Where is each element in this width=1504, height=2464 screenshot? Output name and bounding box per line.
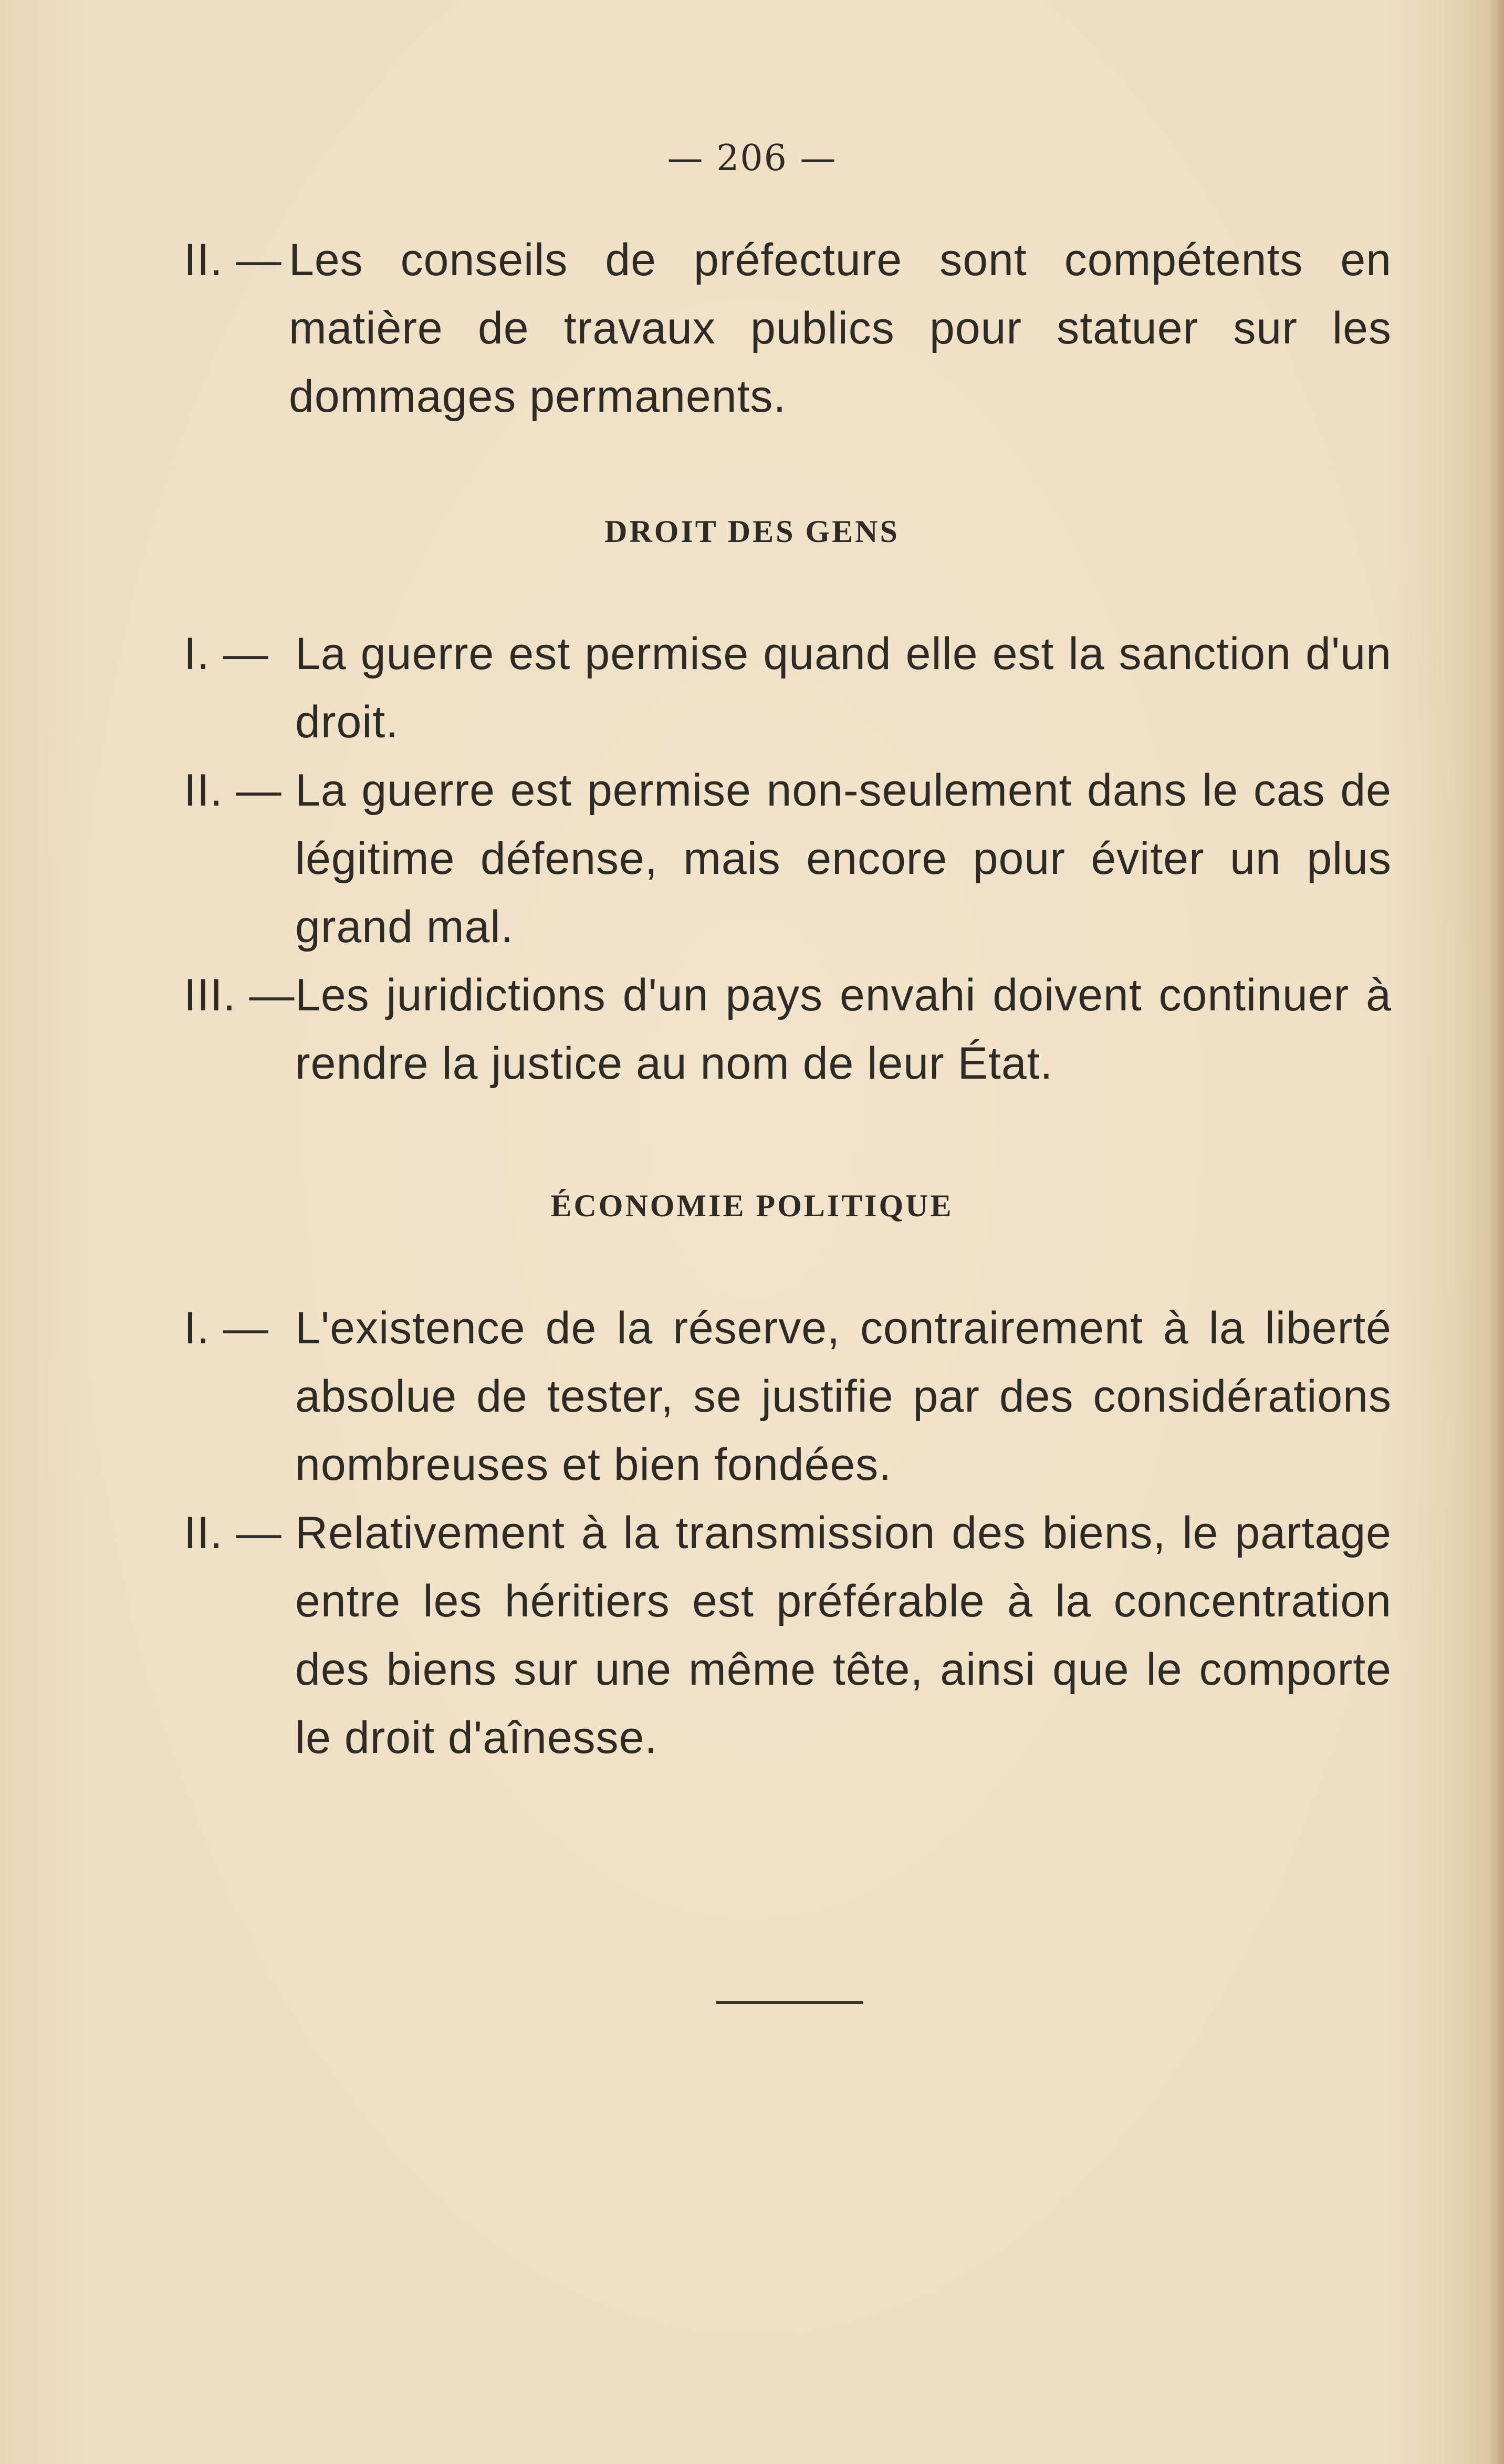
item-text: La guerre est permise quand elle est la sanction d'un droit.	[295, 629, 1392, 747]
item-text: La guerre est permise non-seulement dans le cas de légitime défense, mais encore pour éviter un plus grand mal.	[295, 765, 1392, 952]
list-item	[184, 1294, 1392, 1499]
page-edge-shadow	[1489, 0, 1504, 2464]
list-item	[184, 961, 1392, 1098]
list-item	[184, 756, 1392, 961]
list-item	[184, 226, 1392, 431]
list-item	[184, 620, 1392, 756]
list-item	[184, 1499, 1392, 1772]
page-number: — 206 —	[667, 138, 837, 179]
item-number: II. —	[184, 1508, 282, 1558]
end-rule	[716, 2001, 863, 2004]
item-text: Relativement à la transmission des biens, le partage entre les héritiers est préférable à la concentration des biens sur une même tête, ainsi que le comporte le droit d'aînesse.	[295, 1508, 1392, 1763]
section-heading-economie-politique: ÉCONOMIE POLITIQUE	[550, 1188, 954, 1223]
item-number: I. —	[184, 1303, 269, 1353]
item-number: II. —	[184, 765, 282, 816]
item-number: II. —	[184, 235, 282, 285]
item-text: L'existence de la réserve, contrairement à la liberté absolue de tester, se justifie par des considérations nombreuses et bien fondées.	[295, 1303, 1392, 1490]
section-heading-droit-des-gens: DROIT DES GENS	[604, 514, 900, 549]
item-text: Les conseils de préfecture sont compétents en matière de travaux publics pour statuer sur les dommages permanents.	[289, 235, 1392, 422]
item-number: III. —	[184, 970, 295, 1020]
item-text: Les juridictions d'un pays envahi doivent continuer à rendre la justice au nom de leur État.	[295, 970, 1392, 1089]
item-number: I. —	[184, 629, 269, 679]
